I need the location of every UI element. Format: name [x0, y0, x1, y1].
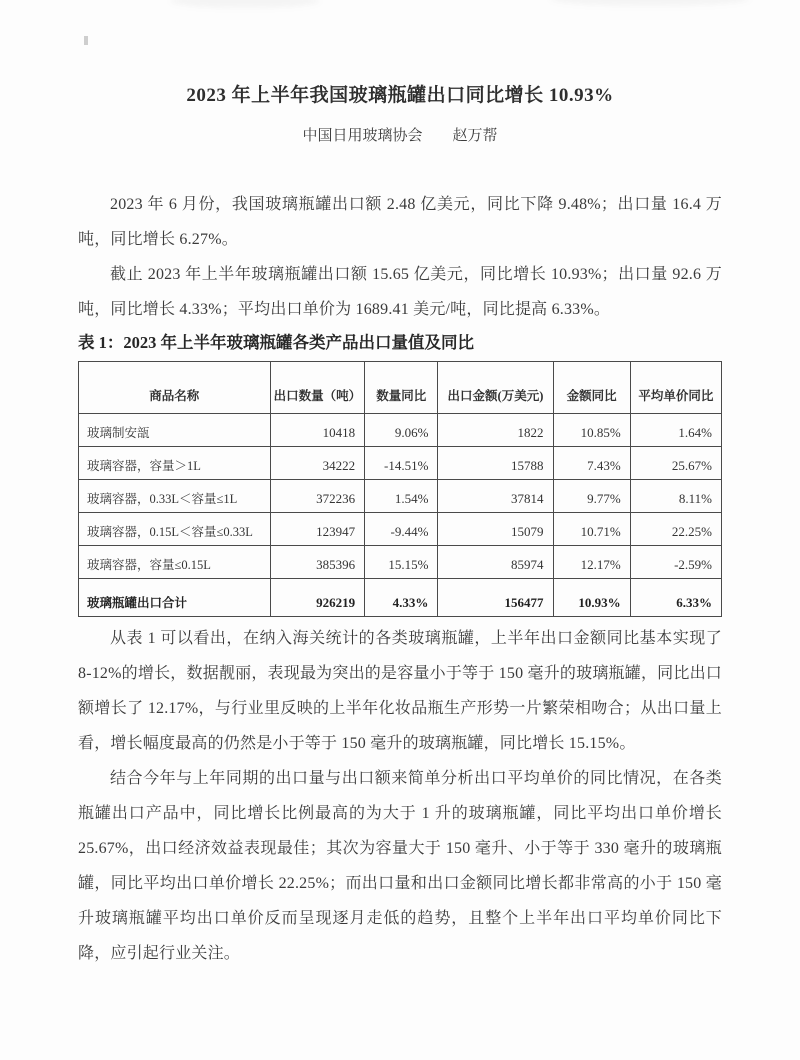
product-name-cell: 玻璃制安瓿 — [79, 414, 271, 447]
value-cell: 4.33% — [365, 579, 438, 617]
value-cell: 15788 — [438, 447, 553, 480]
body-paragraph: 2023 年 6 月份，我国玻璃瓶罐出口额 2.48 亿美元，同比下降 9.48%；出口量 16.4 万吨，同比增长 6.27%。 — [78, 196, 722, 248]
value-cell: 85974 — [438, 546, 553, 579]
column-header: 商品名称 — [79, 362, 271, 414]
column-header: 出口数量（吨） — [270, 362, 365, 414]
value-cell: 10.85% — [553, 414, 630, 447]
value-cell: 123947 — [270, 513, 365, 546]
column-header: 数量同比 — [365, 362, 438, 414]
scan-artifact — [170, 0, 320, 8]
value-cell: 385396 — [270, 546, 365, 579]
scan-artifact — [84, 36, 88, 45]
value-cell: 15079 — [438, 513, 553, 546]
product-name-cell: 玻璃容器，容量≤0.15L — [79, 546, 271, 579]
document-byline: 中国日用玻璃协会 赵万帮 — [302, 128, 498, 144]
product-name-cell: 玻璃容器，0.33L＜容量≤1L — [79, 480, 271, 513]
value-cell: 12.17% — [553, 546, 630, 579]
product-name-cell: 玻璃容器，0.15L＜容量≤0.33L — [79, 513, 271, 546]
body-paragraph: 截止 2023 年上半年玻璃瓶罐出口额 15.65 亿美元，同比增长 10.93%；出口量 92.6 万吨，同比增长 4.33%；平均出口单价为 1689.41 美元/吨，同比提高 6.33%。 — [78, 266, 722, 318]
table-row — [79, 513, 722, 546]
value-cell: 156477 — [438, 579, 553, 617]
value-cell: 7.43% — [553, 447, 630, 480]
value-cell: 37814 — [438, 480, 553, 513]
value-cell: 1.64% — [630, 414, 721, 447]
analysis-section — [78, 621, 722, 971]
product-name-cell: 玻璃瓶罐出口合计 — [79, 579, 271, 617]
value-cell: 6.33% — [630, 579, 721, 617]
table-row — [79, 447, 722, 480]
value-cell: 25.67% — [630, 447, 721, 480]
table-caption: 表 1：2023 年上半年玻璃瓶罐各类产品出口量值及同比 — [78, 333, 474, 352]
table-row — [79, 546, 722, 579]
scan-artifact — [550, 0, 750, 6]
body-paragraph: 从表 1 可以看出，在纳入海关统计的各类玻璃瓶罐，上半年出口金额同比基本实现了 8-12%的增长，数据靓丽，表现最为突出的是容量小于等于 150 毫升的玻璃瓶罐，同比出口额增长了 12.17%，与行业里反映的上半年化妆品瓶生产形势一片繁荣相吻合；从出口量上看，增长幅度最高的仍然是小于等于 150 毫升的玻璃瓶罐，同比增长 15.15%。 — [78, 630, 722, 752]
table-row — [79, 480, 722, 513]
value-cell: 10418 — [270, 414, 365, 447]
body-paragraph: 结合今年与上年同期的出口量与出口额来简单分析出口平均单价的同比情况，在各类瓶罐出口产品中，同比增长比例最高的为大于 1 升的玻璃瓶罐，同比平均出口单价增长 25.67%，出口经济效益表现最佳；其次为容量大于 150 毫升、小于等于 330 毫升的玻璃瓶罐，同比平均出口单价增长 22.25%；而出口量和出口金额同比增长都非常高的小于 150 毫升玻璃瓶罐平均出口单价反而呈现逐月走低的趋势，且整个上半年出口平均单价同比下降，应引起行业关注。 — [78, 770, 722, 962]
column-header: 平均单价同比 — [630, 362, 721, 414]
value-cell: -9.44% — [365, 513, 438, 546]
value-cell: 34222 — [270, 447, 365, 480]
value-cell: 372236 — [270, 480, 365, 513]
value-cell: 10.71% — [553, 513, 630, 546]
value-cell: 22.25% — [630, 513, 721, 546]
value-cell: 15.15% — [365, 546, 438, 579]
value-cell: 9.06% — [365, 414, 438, 447]
value-cell: 926219 — [270, 579, 365, 617]
value-cell: -14.51% — [365, 447, 438, 480]
table-header-row — [79, 362, 722, 414]
value-cell: 9.77% — [553, 480, 630, 513]
column-header: 金额同比 — [553, 362, 630, 414]
product-name-cell: 玻璃容器，容量＞1L — [79, 447, 271, 480]
value-cell: 1.54% — [365, 480, 438, 513]
value-cell: 8.11% — [630, 480, 721, 513]
column-header: 出口金额(万美元) — [438, 362, 553, 414]
export-data-table — [78, 361, 722, 617]
table-row — [79, 414, 722, 447]
value-cell: -2.59% — [630, 546, 721, 579]
value-cell: 1822 — [438, 414, 553, 447]
document-title: 2023 年上半年我国玻璃瓶罐出口同比增长 10.93% — [186, 85, 614, 106]
value-cell: 10.93% — [553, 579, 630, 617]
table-total-row — [79, 579, 722, 617]
intro-section — [78, 187, 722, 327]
